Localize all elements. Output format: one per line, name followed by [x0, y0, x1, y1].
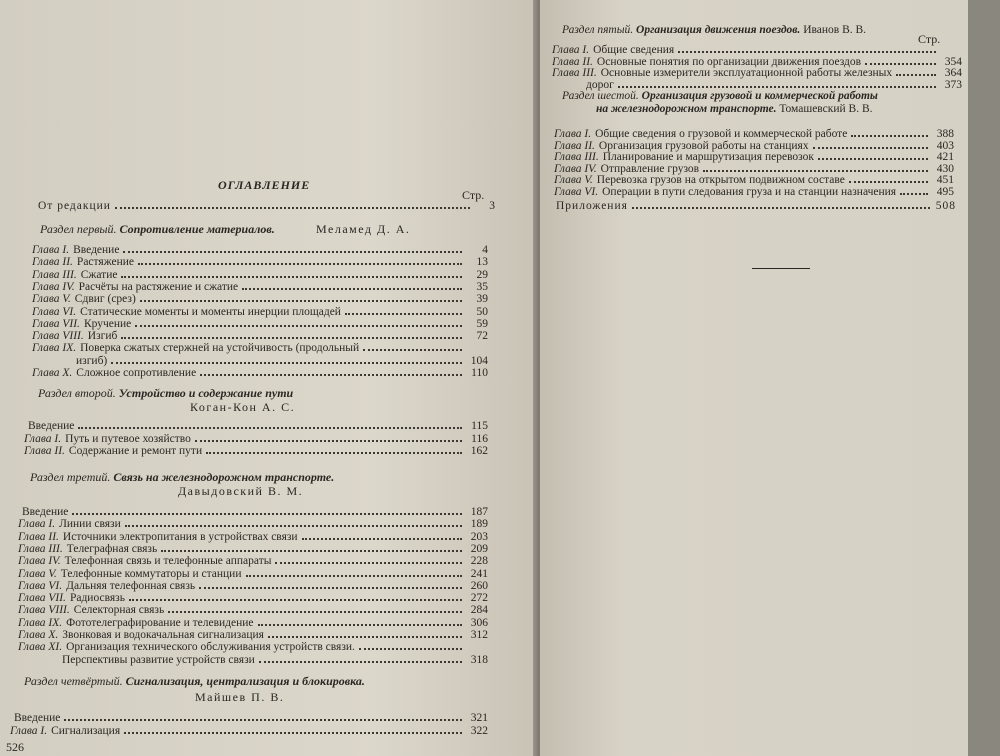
toc-entry: [10, 725, 488, 737]
leader-dots: [200, 374, 462, 376]
section-prefix: Раздел третий.: [30, 470, 111, 484]
section-prefix: Раздел шестой.: [562, 90, 639, 102]
section-title: Сигнализация, централизация и блокировка.: [125, 674, 365, 688]
leader-dots: [259, 661, 462, 663]
chapter-title: Изгиб: [87, 330, 118, 343]
section-heading: [30, 470, 334, 485]
chapter-title: дорог: [586, 78, 614, 91]
section-title: Организация движения поездов.: [636, 24, 801, 36]
leader-dots: [124, 732, 462, 734]
chapter-title: Селекторная связь: [73, 604, 165, 617]
section-heading: [562, 24, 866, 36]
toc-entry: [552, 44, 962, 56]
chapter-page: 306: [470, 616, 488, 629]
chapter-title: Дальняя телефонная связь: [66, 579, 196, 592]
toc-entry: [32, 342, 488, 354]
preface-page: 3: [489, 200, 496, 212]
chapter-page: 104: [470, 354, 488, 367]
chapter-title: Фототелеграфирование и телевидение: [66, 616, 254, 629]
leader-dots: [78, 427, 462, 429]
toc-entry: [32, 281, 488, 293]
chapter-page: 312: [470, 629, 488, 641]
chapter-title: Телеграфная связь: [66, 542, 158, 555]
toc-entry: [32, 306, 488, 318]
toc-entry: [18, 543, 488, 555]
chapter-page: 4: [482, 244, 488, 256]
chapter-title: Перспективы развитие устройств связи: [62, 653, 255, 666]
preface-label: От редакции: [38, 200, 111, 212]
chapter-label: Глава V.: [18, 567, 57, 580]
chapter-title: Статические моменты и моменты инерции площадей: [80, 305, 341, 318]
section-author: Коган-Кон А. С.: [190, 400, 296, 414]
section-author: Давыдовский В. М.: [178, 484, 304, 498]
leader-dots: [345, 313, 462, 315]
chapter-label: Глава IX.: [32, 342, 77, 355]
chapter-label: Глава XI.: [18, 641, 63, 654]
leader-dots: [359, 648, 462, 650]
leader-dots: [121, 337, 462, 339]
section-heading: [40, 222, 275, 237]
chapter-label: Глава VIII.: [18, 604, 70, 617]
chapter-label: Глава I.: [554, 128, 592, 140]
toc-entry: [24, 445, 488, 457]
chapter-page: 13: [476, 256, 488, 269]
chapter-label: Глава II.: [24, 445, 65, 457]
toc-entry: [554, 174, 954, 186]
chapter-title: Организация грузовой работы на станциях: [598, 139, 809, 152]
chapter-title: Путь и путевое хозяйство: [65, 432, 191, 445]
chapter-label: Глава VI.: [32, 305, 77, 318]
chapter-label: Глава X.: [32, 367, 73, 379]
toc-entry: [552, 79, 962, 91]
toc-entry: [18, 641, 488, 653]
chapter-title: Отправление грузов: [600, 162, 700, 175]
chapter-label: Глава IV.: [32, 280, 75, 293]
leader-dots: [123, 251, 462, 253]
toc-entry: [18, 518, 488, 530]
leader-dots: [206, 452, 462, 454]
chapter-page: 115: [471, 420, 488, 432]
chapter-page: 203: [470, 530, 488, 543]
leader-dots: [195, 440, 462, 442]
leader-dots: [242, 288, 462, 290]
leader-dots: [246, 575, 463, 577]
chapter-title: Сжатие: [80, 268, 118, 281]
chapter-title: Линии связи: [59, 518, 121, 531]
leader-dots: [818, 158, 928, 160]
leader-dots: [161, 550, 462, 552]
chapter-label: Глава I.: [24, 432, 62, 445]
chapter-page: 29: [476, 268, 488, 281]
chapter-page: 59: [476, 317, 488, 330]
chapter-title: Планирование и маршрутизация перевозок: [602, 151, 814, 163]
chapter-title: Источники электропитания в устройствах связи: [62, 530, 298, 543]
toc-entry: [18, 654, 488, 666]
chapter-label: Глава II.: [18, 530, 59, 543]
chapter-title: Введение: [14, 712, 61, 724]
toc-entry: [554, 163, 954, 175]
chapter-title: Кручение: [83, 317, 132, 330]
section-title: Организация грузовой и коммерческой работы: [641, 90, 878, 102]
leader-dots: [851, 135, 928, 137]
chapter-label: Глава X.: [18, 629, 59, 641]
section-prefix: Раздел первый.: [40, 222, 117, 236]
chapter-page: 260: [470, 579, 488, 592]
section-title: Устройство и содержание пути: [118, 386, 294, 400]
section-heading-cont: [596, 103, 873, 115]
leader-dots: [865, 63, 936, 65]
leader-dots: [199, 587, 462, 589]
section-heading: [562, 90, 878, 102]
toc-entry: [18, 604, 488, 616]
chapter-page: 388: [936, 128, 954, 140]
chapter-label: Глава III.: [32, 268, 77, 281]
leader-dots: [678, 51, 936, 53]
chapter-page: 321: [470, 712, 488, 724]
chapter-label: Глава I.: [18, 518, 56, 531]
toc-entry: [32, 244, 488, 256]
toc-entry: [18, 617, 488, 629]
chapter-title: Операции в пути следования груза и на станции назначения: [602, 185, 897, 198]
leader-dots: [121, 276, 462, 278]
chapter-label: Глава V.: [554, 174, 593, 186]
chapter-label: Глава VIII.: [32, 330, 84, 343]
section-author: Меламед Д. А.: [316, 222, 411, 236]
chapter-page: 162: [470, 445, 488, 457]
chapter-page: 373: [944, 78, 962, 91]
chapter-title: Организация технического обслуживания устройств связи.: [66, 641, 355, 654]
leader-dots: [363, 349, 462, 351]
chapter-title: Общие сведения о грузовой и коммерческой работе: [595, 128, 848, 140]
toc-entry: [24, 420, 488, 432]
appendix-label: Приложения: [556, 200, 628, 212]
leader-dots: [129, 599, 462, 601]
chapter-title: Поверка сжатых стержней на устойчивость (продольный: [80, 342, 360, 355]
toc-entry: [18, 555, 488, 567]
toc-entry: [18, 592, 488, 604]
chapter-title: Растяжение: [76, 256, 135, 269]
chapter-page: 110: [471, 367, 488, 379]
leader-dots: [168, 611, 462, 613]
page-column-header: Стр.: [462, 188, 485, 202]
toc-entry: [18, 568, 488, 580]
chapter-label: Глава III.: [554, 151, 599, 163]
toc-entry: [552, 56, 962, 68]
chapter-label: Глава I.: [32, 244, 70, 256]
chapter-page: 364: [944, 67, 962, 79]
chapter-page: 39: [476, 293, 488, 306]
chapter-label: Глава I.: [10, 724, 48, 737]
leader-dots: [64, 719, 462, 721]
leader-dots: [72, 513, 462, 515]
chapter-title: Общие сведения: [593, 44, 675, 56]
leader-dots: [896, 74, 936, 76]
chapter-label: Глава VI.: [18, 579, 63, 592]
leader-dots: [900, 193, 928, 195]
background-edge: [968, 0, 1000, 756]
chapter-page: 322: [470, 724, 488, 737]
chapter-label: Глава II.: [32, 256, 73, 269]
leader-dots: [813, 147, 928, 149]
section-heading: [24, 674, 365, 689]
chapter-page: 228: [470, 555, 488, 568]
chapter-label: Глава I.: [552, 44, 590, 56]
leader-dots: [258, 624, 462, 626]
toc-entry: [554, 186, 954, 198]
section-prefix: Раздел пятый.: [562, 24, 634, 36]
chapter-title: Расчёты на растяжение и сжатие: [78, 280, 239, 293]
chapter-label: Глава III.: [552, 67, 597, 79]
leader-dots: [135, 325, 462, 327]
chapter-title: Сигнализация: [51, 724, 121, 737]
chapter-label: Глава IV.: [18, 555, 61, 568]
section-author: Иванов В. В.: [803, 24, 867, 36]
chapter-title: Введение: [22, 506, 69, 518]
chapter-label: Глава VII.: [32, 317, 80, 330]
leader-dots: [138, 263, 462, 265]
leader-dots: [115, 207, 470, 209]
toc-entry: [32, 330, 488, 342]
chapter-page: 116: [471, 432, 488, 445]
chapter-title: Введение: [28, 420, 75, 432]
section-author: Майшев П. В.: [195, 690, 285, 704]
chapter-title: изгиб): [76, 354, 108, 367]
chapter-page: 72: [476, 330, 488, 343]
leader-dots: [849, 181, 928, 183]
chapter-page: 318: [470, 653, 488, 666]
chapter-label: Глава II.: [552, 55, 593, 68]
chapter-label: Глава III.: [18, 542, 63, 555]
toc-entry: [18, 629, 488, 641]
leader-dots: [703, 170, 928, 172]
chapter-page: 403: [936, 139, 954, 152]
toc-entry: [552, 67, 962, 79]
appendix-row: [556, 200, 956, 212]
chapter-page: 451: [936, 174, 954, 186]
toc-entry: [18, 531, 488, 543]
chapter-title: Введение: [73, 244, 120, 256]
chapter-title: Содержание и ремонт пути: [68, 445, 203, 457]
chapter-label: Глава IV.: [554, 162, 597, 175]
section-author: Томашевский В. В.: [779, 103, 873, 115]
chapter-label: Глава VI.: [554, 185, 599, 198]
chapter-page: 430: [936, 162, 954, 175]
section-prefix: Раздел второй.: [38, 386, 116, 400]
chapter-page: 495: [936, 185, 954, 198]
toc-entry: [18, 580, 488, 592]
leader-dots: [268, 636, 462, 638]
leader-dots: [111, 362, 462, 364]
section-heading: [38, 386, 293, 401]
page-number: 526: [6, 740, 24, 754]
toc-entry: [10, 712, 488, 724]
chapter-title: Сдвиг (срез): [74, 293, 136, 306]
chapter-title: Сложное сопротивление: [76, 367, 197, 379]
section-title: Связь на железнодорожном транспорте.: [113, 470, 335, 484]
toc-entry: [32, 367, 488, 379]
leader-dots: [275, 562, 462, 564]
section-title: Сопротивление материалов.: [119, 222, 275, 236]
right-page: [540, 0, 970, 756]
preface-row: [38, 200, 496, 212]
leader-dots: [618, 86, 936, 88]
chapter-page: 209: [470, 542, 488, 555]
chapter-page: 50: [476, 305, 488, 318]
end-rule: [752, 268, 810, 269]
chapter-label: Глава IX.: [18, 616, 63, 629]
toc-entry: [554, 128, 954, 140]
chapter-page: 241: [470, 567, 488, 580]
toc-entry: [554, 140, 954, 152]
chapter-page: 354: [944, 55, 962, 68]
toc-entry: [32, 269, 488, 281]
page-column-header: Стр.: [918, 32, 941, 46]
toc-entry: [32, 318, 488, 330]
chapter-page: 421: [936, 151, 954, 163]
chapter-label: Глава II.: [554, 139, 595, 152]
chapter-page: 187: [470, 506, 488, 518]
toc-heading: ОГЛАВЛЕНИЕ: [218, 178, 311, 192]
toc-entry: [18, 506, 488, 518]
section-prefix: Раздел четвёртый.: [24, 674, 123, 688]
chapter-page: 189: [470, 518, 488, 531]
chapter-title: Основные понятия по организации движения поездов: [596, 55, 862, 68]
chapter-title: Радиосвязь: [69, 592, 125, 605]
leader-dots: [125, 525, 462, 527]
toc-entry: [32, 293, 488, 305]
toc-entry: [554, 151, 954, 163]
toc-entry: [24, 433, 488, 445]
leader-dots: [632, 207, 930, 209]
chapter-page: 272: [470, 592, 488, 605]
toc-entry: [32, 355, 488, 367]
chapter-title: Звонковая и водокачальная сигнализация: [62, 629, 264, 641]
chapter-title: Телефонные коммутаторы и станции: [60, 567, 242, 580]
chapter-label: Глава VII.: [18, 592, 66, 605]
chapter-page: 284: [470, 604, 488, 617]
section-title-line2: на железнодорожном транспорте.: [596, 103, 777, 115]
chapter-label: Глава V.: [32, 293, 71, 306]
appendix-page: 508: [935, 200, 956, 212]
chapter-title: Перевозка грузов на открытом подвижном составе: [596, 174, 845, 186]
chapter-title: Телефонная связь и телефонные аппараты: [64, 555, 272, 568]
chapter-title: Основные измерители эксплуатационной работы железных: [600, 67, 893, 79]
leader-dots: [140, 300, 462, 302]
toc-entry: [32, 256, 488, 268]
chapter-page: 35: [476, 280, 488, 293]
leader-dots: [302, 538, 462, 540]
